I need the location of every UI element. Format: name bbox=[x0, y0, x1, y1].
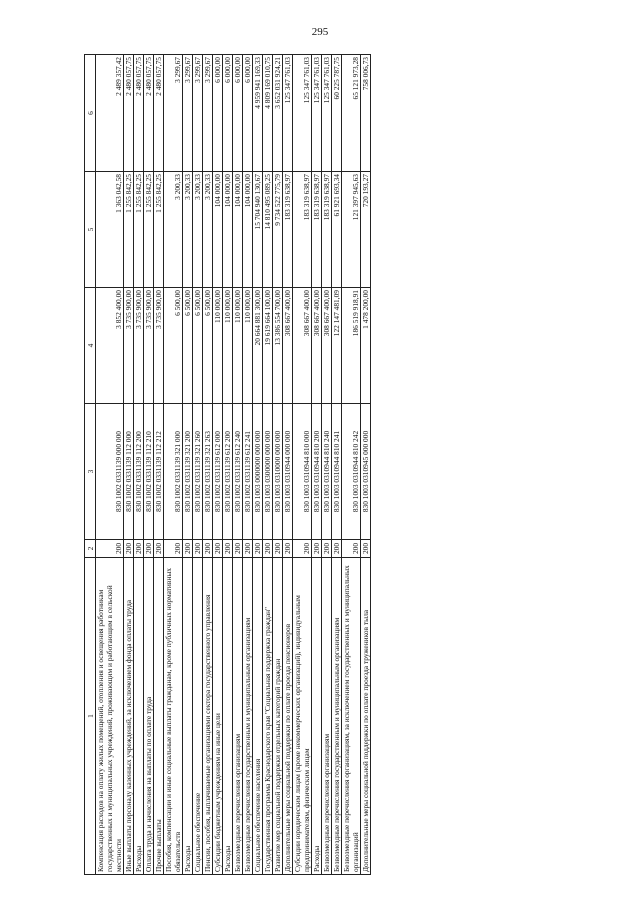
cell-c3: 830 1003 0310944 810 242 bbox=[342, 404, 361, 540]
cell-c5: 104 000,00 bbox=[243, 172, 253, 288]
cell-c5: 1 363 042,58 bbox=[96, 172, 124, 288]
cell-name: Дополнительные меры социальной поддержки по оплате проезда пенсионеров bbox=[283, 558, 293, 875]
table-row bbox=[233, 55, 243, 875]
cell-c6: 6 000,00 bbox=[223, 55, 233, 172]
cell-c3: 830 1003 0310944 810 000 bbox=[293, 404, 312, 540]
cell-c3: 830 1003 0300000 000 000 bbox=[263, 404, 273, 540]
cell-c2: 200 bbox=[124, 540, 134, 558]
table-header-row bbox=[85, 55, 96, 875]
table-body bbox=[96, 55, 371, 875]
cell-c6: 2 480 057,75 bbox=[154, 55, 164, 172]
cell-c4: 3 735 900,00 bbox=[134, 288, 144, 404]
cell-c3: 830 1002 0331139 612 200 bbox=[223, 404, 233, 540]
cell-name: Дополнительные меры социальной поддержки по оплате проезда тружеников тыла bbox=[361, 558, 371, 875]
cell-c5: 1 255 842,25 bbox=[154, 172, 164, 288]
cell-name: Безвозмездные перечисления организациям bbox=[233, 558, 243, 875]
table-row bbox=[183, 55, 193, 875]
cell-name: Безвозмездные перечисления государственным и муниципальным организациям bbox=[243, 558, 253, 875]
table-row bbox=[96, 55, 124, 875]
cell-c6: 4 809 169 010,75 bbox=[263, 55, 273, 172]
cell-c3: 830 1003 0000000 000 000 bbox=[253, 404, 263, 540]
cell-name: Прочие выплаты bbox=[154, 558, 164, 875]
cell-c2: 200 bbox=[253, 540, 263, 558]
cell-c3: 830 1002 0331139 112 200 bbox=[134, 404, 144, 540]
cell-c4: 110 000,00 bbox=[213, 288, 223, 404]
header-cell: 1 bbox=[85, 558, 96, 875]
budget-table bbox=[84, 54, 371, 875]
cell-c2: 200 bbox=[361, 540, 371, 558]
cell-name: Оплата труда и начисления на выплаты по оплате труда bbox=[144, 558, 154, 875]
cell-c3: 830 1003 0310000 000 000 bbox=[273, 404, 283, 540]
cell-c5: 104 000,00 bbox=[213, 172, 223, 288]
table-row bbox=[253, 55, 263, 875]
cell-c6: 3 652 031 924,21 bbox=[273, 55, 283, 172]
cell-c4: 1 478 200,00 bbox=[361, 288, 371, 404]
page-number: 295 bbox=[311, 26, 329, 38]
cell-c6: 125 347 761,03 bbox=[293, 55, 312, 172]
cell-c3: 830 1002 0331139 321 263 bbox=[203, 404, 213, 540]
cell-c2: 200 bbox=[183, 540, 193, 558]
table-row bbox=[144, 55, 154, 875]
cell-name: Расходы bbox=[312, 558, 322, 875]
cell-c5: 3 200,33 bbox=[193, 172, 203, 288]
cell-name: Субсидии бюджетным учреждениям на иные цели bbox=[213, 558, 223, 875]
cell-c5: 15 704 940 130,67 bbox=[253, 172, 263, 288]
cell-c3: 830 1002 0331139 612 241 bbox=[243, 404, 253, 540]
cell-c6: 2 480 057,75 bbox=[124, 55, 134, 172]
cell-c4: 6 500,00 bbox=[203, 288, 213, 404]
cell-c4: 3 735 900,00 bbox=[154, 288, 164, 404]
cell-c3: 830 1003 0310944 810 200 bbox=[312, 404, 322, 540]
cell-c3: 830 1002 0331139 112 210 bbox=[144, 404, 154, 540]
cell-c5: 104 000,00 bbox=[233, 172, 243, 288]
table-row bbox=[193, 55, 203, 875]
cell-name: Безвозмездные перечисления организациям bbox=[322, 558, 332, 875]
cell-c6: 4 959 941 169,33 bbox=[253, 55, 263, 172]
cell-name: Расходы bbox=[183, 558, 193, 875]
cell-c3: 830 1002 0331139 112 212 bbox=[154, 404, 164, 540]
table-row bbox=[203, 55, 213, 875]
cell-c2: 200 bbox=[213, 540, 223, 558]
cell-name: Государственная программа Краснодарского края "Социальная поддержка граждан" bbox=[263, 558, 273, 875]
cell-name: Социальное обеспечение населения bbox=[253, 558, 263, 875]
cell-c5: 1 255 842,25 bbox=[144, 172, 154, 288]
cell-c4: 20 664 881 300,00 bbox=[253, 288, 263, 404]
cell-c6: 3 299,67 bbox=[164, 55, 183, 172]
cell-c2: 200 bbox=[342, 540, 361, 558]
cell-c6: 758 006,73 bbox=[361, 55, 371, 172]
cell-c6: 6 000,00 bbox=[233, 55, 243, 172]
cell-c6: 3 299,67 bbox=[193, 55, 203, 172]
cell-c6: 6 000,00 bbox=[243, 55, 253, 172]
cell-c5: 183 319 638,97 bbox=[312, 172, 322, 288]
table-row bbox=[134, 55, 144, 875]
cell-name: Безвозмездные перечисления государственным и муниципальным организациям bbox=[332, 558, 342, 875]
cell-c2: 200 bbox=[203, 540, 213, 558]
cell-c4: 122 147 481,09 bbox=[332, 288, 342, 404]
cell-c2: 200 bbox=[134, 540, 144, 558]
cell-c2: 200 bbox=[154, 540, 164, 558]
cell-c4: 308 667 400,00 bbox=[293, 288, 312, 404]
cell-c3: 830 1002 0331139 000 000 bbox=[96, 404, 124, 540]
cell-c5: 14 810 495 089,25 bbox=[263, 172, 273, 288]
cell-c2: 200 bbox=[144, 540, 154, 558]
header-cell: 5 bbox=[85, 172, 96, 288]
cell-c2: 200 bbox=[322, 540, 332, 558]
cell-c6: 125 347 761,03 bbox=[283, 55, 293, 172]
cell-c3: 830 1002 0331139 612 000 bbox=[213, 404, 223, 540]
cell-c2: 200 bbox=[96, 540, 124, 558]
cell-c4: 13 386 554 700,00 bbox=[273, 288, 283, 404]
cell-c3: 830 1002 0331139 321 000 bbox=[164, 404, 183, 540]
cell-c5: 183 319 638,97 bbox=[293, 172, 312, 288]
cell-c6: 60 225 787,75 bbox=[332, 55, 342, 172]
cell-c4: 3 735 900,00 bbox=[124, 288, 134, 404]
cell-c2: 200 bbox=[243, 540, 253, 558]
cell-c5: 3 200,33 bbox=[164, 172, 183, 288]
table-row bbox=[283, 55, 293, 875]
cell-c2: 200 bbox=[193, 540, 203, 558]
cell-name: Компенсация расходов на оплату жилых помещений, отопления и освещения работникам государственных и муниципальных учреждений, проживающим и работающим в сельской местности bbox=[96, 558, 124, 875]
cell-c4: 308 667 400,00 bbox=[322, 288, 332, 404]
cell-c4: 6 500,00 bbox=[164, 288, 183, 404]
cell-c5: 1 255 842,25 bbox=[124, 172, 134, 288]
cell-c3: 830 1002 0331139 112 000 bbox=[124, 404, 134, 540]
table-row bbox=[263, 55, 273, 875]
cell-name: Пенсии, пособия, выплачиваемые организациями сектора государственного управления bbox=[203, 558, 213, 875]
table-row bbox=[312, 55, 322, 875]
table-row bbox=[322, 55, 332, 875]
header-cell: 4 bbox=[85, 288, 96, 404]
cell-c6: 125 347 761,03 bbox=[322, 55, 332, 172]
cell-c5: 183 319 638,97 bbox=[283, 172, 293, 288]
table-row bbox=[243, 55, 253, 875]
cell-c2: 200 bbox=[312, 540, 322, 558]
header-cell: 2 bbox=[85, 540, 96, 558]
cell-c4: 110 000,00 bbox=[243, 288, 253, 404]
table-row bbox=[332, 55, 342, 875]
cell-c6: 2 489 357,42 bbox=[96, 55, 124, 172]
cell-c5: 3 200,33 bbox=[183, 172, 193, 288]
table-row bbox=[342, 55, 361, 875]
cell-c3: 830 1003 0310944 810 240 bbox=[322, 404, 332, 540]
table-row bbox=[361, 55, 371, 875]
cell-c5: 9 734 522 775,79 bbox=[273, 172, 283, 288]
cell-c3: 830 1003 0310944 000 000 bbox=[283, 404, 293, 540]
cell-c3: 830 1002 0331139 321 200 bbox=[183, 404, 193, 540]
table-row bbox=[164, 55, 183, 875]
cell-c2: 200 bbox=[263, 540, 273, 558]
cell-c2: 200 bbox=[164, 540, 183, 558]
cell-c2: 200 bbox=[223, 540, 233, 558]
cell-c6: 3 299,67 bbox=[203, 55, 213, 172]
rotated-table-area bbox=[84, 55, 604, 875]
cell-c4: 186 519 918,91 bbox=[342, 288, 361, 404]
cell-c2: 200 bbox=[293, 540, 312, 558]
cell-c3: 830 1002 0331139 612 240 bbox=[233, 404, 243, 540]
rotated-table-container bbox=[84, 55, 604, 875]
cell-c3: 830 1003 0310945 000 000 bbox=[361, 404, 371, 540]
cell-name: Пособия, компенсации и иные социальные выплаты гражданам, кроме публичных нормативных обязательств bbox=[164, 558, 183, 875]
cell-c3: 830 1003 0310944 810 241 bbox=[332, 404, 342, 540]
table-row bbox=[273, 55, 283, 875]
cell-c4: 3 852 400,00 bbox=[96, 288, 124, 404]
cell-c5: 183 319 638,97 bbox=[322, 172, 332, 288]
cell-c6: 3 299,67 bbox=[183, 55, 193, 172]
table-row bbox=[124, 55, 134, 875]
cell-c5: 720 193,27 bbox=[361, 172, 371, 288]
cell-c4: 308 667 400,00 bbox=[312, 288, 322, 404]
cell-name: Расходы bbox=[134, 558, 144, 875]
cell-name: Расходы bbox=[223, 558, 233, 875]
header-cell: 3 bbox=[85, 404, 96, 540]
cell-c6: 2 480 057,75 bbox=[144, 55, 154, 172]
cell-c6: 65 121 973,28 bbox=[342, 55, 361, 172]
table-row bbox=[223, 55, 233, 875]
cell-c5: 121 397 945,63 bbox=[342, 172, 361, 288]
header-cell: 6 bbox=[85, 55, 96, 172]
cell-name: Субсидии юридическим лицам (кроме некоммерческих организаций), индивидуальным предпринимателям, физическим лицам bbox=[293, 558, 312, 875]
table-row bbox=[154, 55, 164, 875]
cell-c2: 200 bbox=[283, 540, 293, 558]
cell-c4: 3 735 900,00 bbox=[144, 288, 154, 404]
cell-c4: 110 000,00 bbox=[233, 288, 243, 404]
cell-c2: 200 bbox=[233, 540, 243, 558]
cell-c6: 6 000,00 bbox=[213, 55, 223, 172]
cell-c4: 6 500,00 bbox=[183, 288, 193, 404]
table-row bbox=[293, 55, 312, 875]
cell-c5: 61 921 693,34 bbox=[332, 172, 342, 288]
cell-c2: 200 bbox=[332, 540, 342, 558]
cell-name: Иные выплаты персоналу казенных учреждений, за исключением фонда оплаты труда bbox=[124, 558, 134, 875]
cell-c5: 1 255 842,25 bbox=[134, 172, 144, 288]
cell-c6: 125 347 761,03 bbox=[312, 55, 322, 172]
cell-c5: 104 000,00 bbox=[223, 172, 233, 288]
cell-c3: 830 1002 0331139 321 260 bbox=[193, 404, 203, 540]
cell-c6: 2 480 057,75 bbox=[134, 55, 144, 172]
cell-name: Безвозмездные перечисления организациям, за исключением государственных и муниципальных организаций bbox=[342, 558, 361, 875]
cell-c5: 3 200,33 bbox=[203, 172, 213, 288]
cell-c2: 200 bbox=[273, 540, 283, 558]
table-row bbox=[213, 55, 223, 875]
cell-name: Развитие мер социальной поддержки отдельных категорий граждан bbox=[273, 558, 283, 875]
cell-c4: 6 500,00 bbox=[193, 288, 203, 404]
cell-name: Социальное обеспечение bbox=[193, 558, 203, 875]
cell-c4: 19 619 664 100,00 bbox=[263, 288, 273, 404]
cell-c4: 308 667 400,00 bbox=[283, 288, 293, 404]
cell-c4: 110 000,00 bbox=[223, 288, 233, 404]
